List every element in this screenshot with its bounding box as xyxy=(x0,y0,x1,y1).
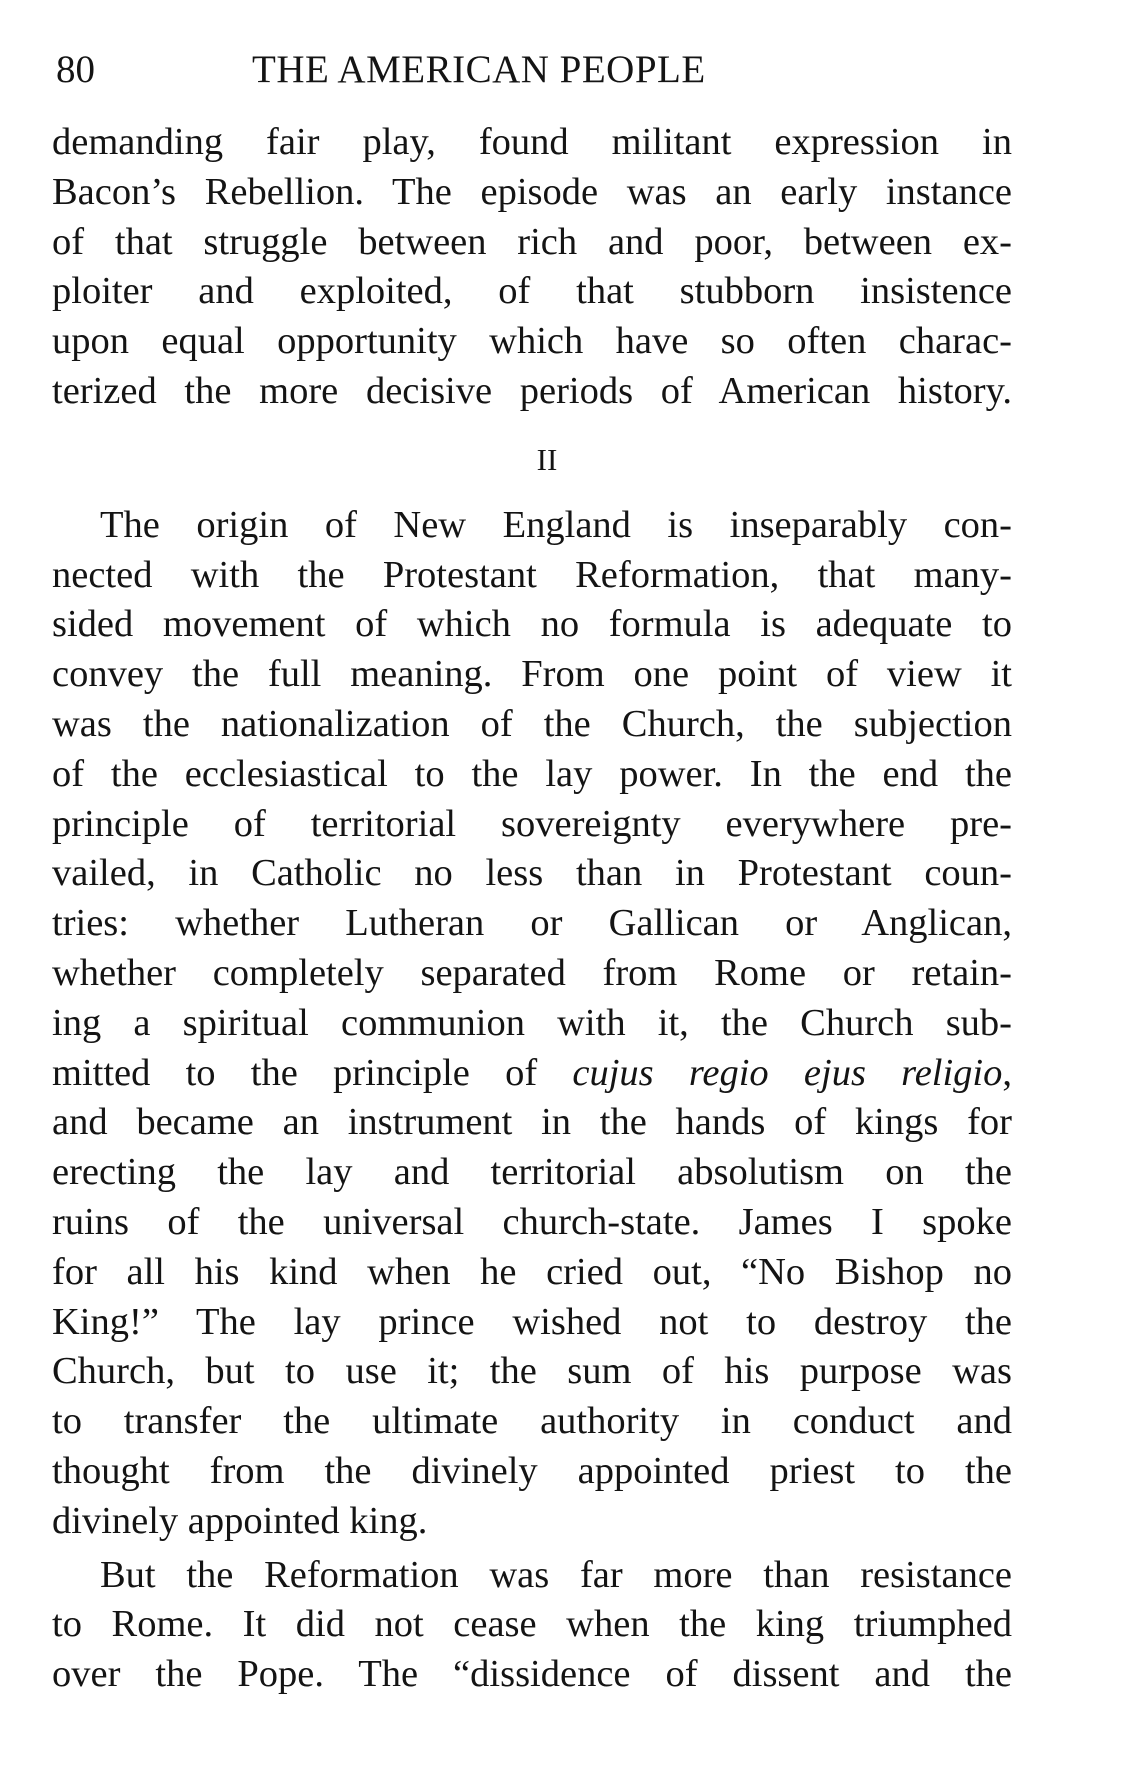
text-line: to transfer the ultimate authority in conduct and xyxy=(52,1400,1012,1443)
text-line: erecting the lay and territorial absolutism on the xyxy=(52,1151,1012,1194)
section-heading: II xyxy=(536,441,558,477)
text-line: demanding fair play, found militant expression in xyxy=(52,121,1012,163)
text-line: thought from the divinely appointed priest to the xyxy=(52,1449,1012,1492)
text-segment: , xyxy=(1002,1051,1012,1094)
text-line: vailed, in Catholic no less than in Protestant coun- xyxy=(52,852,1012,895)
text-line: to Rome. It did not cease when the king triumphed xyxy=(52,1603,1012,1646)
text-line: But the Reformation was far more than resistance xyxy=(100,1553,1012,1596)
running-head xyxy=(56,44,1016,96)
text-line: divinely appointed king. xyxy=(52,1499,428,1542)
text-line: ing a spiritual communion with it, the Church sub- xyxy=(52,1001,1012,1044)
text-line: of that struggle between rich and poor, between ex- xyxy=(52,220,1012,263)
text-line: nected with the Protestant Reformation, that many- xyxy=(52,553,1012,596)
text-line: and became an instrument in the hands of kings for xyxy=(52,1101,1012,1144)
text-line: terized the more decisive periods of American history. xyxy=(52,369,1012,412)
page-number: 80 xyxy=(56,48,95,91)
paragraph-new-england xyxy=(52,501,1012,1547)
text-line: convey the full meaning. From one point of view it xyxy=(52,653,1012,696)
text-line: The origin of New England is inseparably con- xyxy=(100,503,1012,546)
text-line: King!” The lay prince wished not to destroy the xyxy=(52,1300,1012,1343)
text-line: ploiter and exploited, of that stubborn insistence xyxy=(52,270,1012,313)
text-line-with-latin-phrase xyxy=(52,1049,1012,1099)
text-line: Church, but to use it; the sum of his purpose was xyxy=(52,1350,1012,1393)
running-title: THE AMERICAN PEOPLE xyxy=(252,48,706,91)
latin-phrase: cujus regio ejus religio xyxy=(572,1051,1003,1094)
text-line: sided movement of which no formula is adequate to xyxy=(52,603,1012,646)
text-line: of the ecclesiastical to the lay power. In the end the xyxy=(52,752,1012,795)
text-line: was the nationalization of the Church, the subjection xyxy=(52,702,1012,745)
text-line: Bacon’s Rebellion. The episode was an early instance xyxy=(52,170,1012,213)
text-line: whether completely separated from Rome or retain- xyxy=(52,951,1012,994)
text-line: for all his kind when he cried out, “No Bishop no xyxy=(52,1250,1012,1293)
text-line: ruins of the universal church-state. James I spoke xyxy=(52,1200,1012,1243)
text-line: principle of territorial sovereignty everywhere pre- xyxy=(52,802,1012,845)
text-segment: mitted to the principle of xyxy=(52,1051,573,1094)
text-block xyxy=(52,118,1012,1700)
text-line: tries: whether Lutheran or Gallican or Anglican, xyxy=(52,902,1012,945)
text-line: over the Pope. The “dissidence of dissent and the xyxy=(52,1653,1012,1696)
paragraph-reformation xyxy=(52,1551,1012,1700)
paragraph-continued xyxy=(52,118,1012,417)
text-line: upon equal opportunity which have so often charac- xyxy=(52,320,1012,363)
